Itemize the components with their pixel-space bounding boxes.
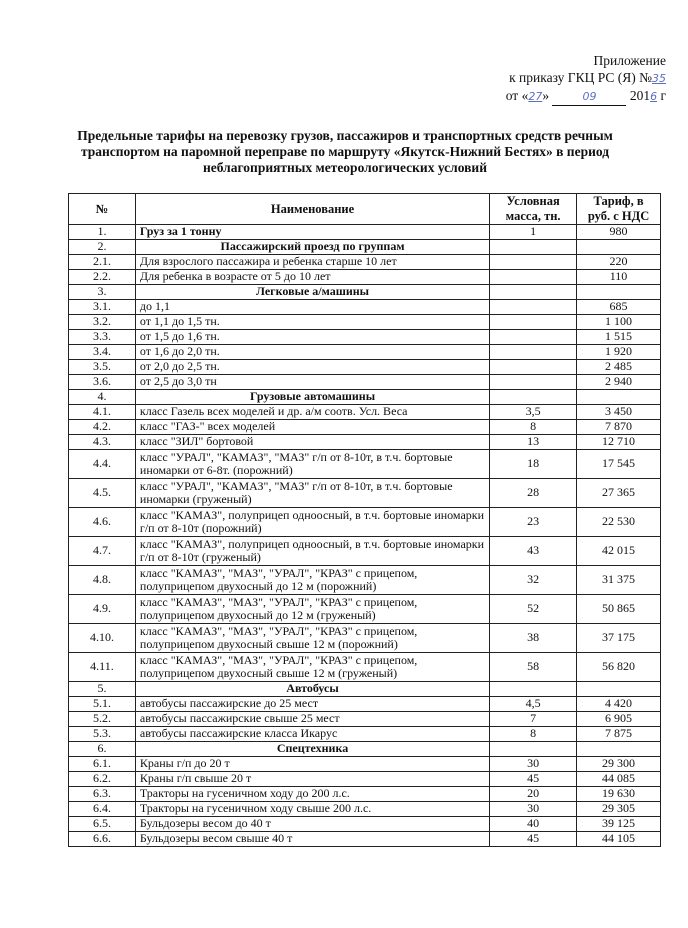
cell-num: 4.11. (69, 653, 136, 682)
table-header-row (69, 194, 661, 225)
cell-name: Для ребенка в возрасте от 5 до 10 лет (135, 270, 489, 285)
cell-mass (490, 315, 577, 330)
cell-tariff: 31 375 (577, 566, 661, 595)
cell-num: 6.5. (69, 817, 136, 832)
cell-mass (490, 360, 577, 375)
table-row (69, 802, 661, 817)
header-mass: Условная масса, тн. (490, 194, 577, 225)
cell-name: автобусы пассажирские класса Икарус (135, 727, 489, 742)
cell-num: 5.1. (69, 697, 136, 712)
date-from: от « (505, 88, 529, 103)
cell-num: 4.2. (69, 420, 136, 435)
cell-tariff: 29 305 (577, 802, 661, 817)
cell-name: класс "КАМАЗ", "МАЗ", "УРАЛ", "КРАЗ" с прицепом, полуприцепом двухосный до 12 м (груженый) (135, 595, 489, 624)
table-row (69, 508, 661, 537)
cell-mass: 43 (490, 537, 577, 566)
cell-mass: 8 (490, 727, 577, 742)
date-day: 27 (528, 90, 543, 103)
cell-tariff: 1 515 (577, 330, 661, 345)
cell-name: Груз за 1 тонну (135, 225, 489, 240)
cell-mass (490, 255, 577, 270)
cell-name: Бульдозеры весом до 40 т (135, 817, 489, 832)
cell-num: 1. (69, 225, 136, 240)
table-row (69, 315, 661, 330)
section-row (69, 285, 661, 300)
cell-mass (490, 270, 577, 285)
appendix-label: Приложение (593, 53, 666, 68)
table-row (69, 300, 661, 315)
cell-tariff: 1 920 (577, 345, 661, 360)
header-tariff: Тариф, в руб. с НДС (577, 194, 661, 225)
cell-name: от 2,0 до 2,5 тн. (135, 360, 489, 375)
cell-tariff: 42 015 (577, 537, 661, 566)
cell-name: Бульдозеры весом свыше 40 т (135, 832, 489, 847)
cell-mass: 58 (490, 653, 577, 682)
cell-tariff: 56 820 (577, 653, 661, 682)
table-row (69, 375, 661, 390)
cell-tariff: 29 300 (577, 757, 661, 772)
cell-tariff: 17 545 (577, 450, 661, 479)
cell-name: класс "УРАЛ", "КАМАЗ", "МАЗ" г/п от 8-10т, в т.ч. бортовые иномарки от 6-8т. (порожний) (135, 450, 489, 479)
cell-tariff: 3 450 (577, 405, 661, 420)
cell-mass (490, 285, 577, 300)
cell-name: автобусы пассажирские до 25 мест (135, 697, 489, 712)
table-row (69, 757, 661, 772)
cell-num: 4.5. (69, 479, 136, 508)
table-row (69, 435, 661, 450)
cell-mass: 52 (490, 595, 577, 624)
cell-name: до 1,1 (135, 300, 489, 315)
cell-num: 4.9. (69, 595, 136, 624)
cell-tariff: 6 905 (577, 712, 661, 727)
table-row (69, 772, 661, 787)
cell-name: Автобусы (135, 682, 489, 697)
cell-mass: 1 (490, 225, 577, 240)
cell-mass: 7 (490, 712, 577, 727)
cell-num: 4.3. (69, 435, 136, 450)
cell-name: от 1,1 до 1,5 тн. (135, 315, 489, 330)
cell-num: 6.6. (69, 832, 136, 847)
cell-mass (490, 345, 577, 360)
cell-tariff: 12 710 (577, 435, 661, 450)
cell-mass (490, 375, 577, 390)
cell-name: Тракторы на гусеничном ходу до 200 л.с. (135, 787, 489, 802)
cell-mass: 28 (490, 479, 577, 508)
cell-tariff: 220 (577, 255, 661, 270)
table-row (69, 255, 661, 270)
cell-tariff: 19 630 (577, 787, 661, 802)
cell-tariff: 7 875 (577, 727, 661, 742)
cell-num: 3.5. (69, 360, 136, 375)
cell-tariff: 980 (577, 225, 661, 240)
cell-tariff (577, 682, 661, 697)
cell-name: автобусы пассажирские свыше 25 мест (135, 712, 489, 727)
section-row (69, 682, 661, 697)
cell-num: 5.2. (69, 712, 136, 727)
table-row (69, 345, 661, 360)
table-row (69, 225, 661, 240)
cell-mass: 45 (490, 832, 577, 847)
cell-tariff: 39 125 (577, 817, 661, 832)
table-row (69, 653, 661, 682)
table-row (69, 832, 661, 847)
cell-num: 3.4. (69, 345, 136, 360)
cell-mass: 32 (490, 566, 577, 595)
year-suffix: г (660, 88, 666, 103)
cell-num: 3.1. (69, 300, 136, 315)
cell-mass: 18 (490, 450, 577, 479)
order-reference (446, 69, 666, 87)
year-prefix: 201 (629, 88, 651, 103)
cell-num: 4.7. (69, 537, 136, 566)
cell-name: Спецтехника (135, 742, 489, 757)
cell-num: 4.1. (69, 405, 136, 420)
cell-tariff: 2 485 (577, 360, 661, 375)
section-row (69, 742, 661, 757)
table-row (69, 420, 661, 435)
cell-num: 2.1. (69, 255, 136, 270)
cell-num: 4.10. (69, 624, 136, 653)
document-title: Предельные тарифы на перевозку грузов, пассажиров и транспортных средств речным транспортом на паромной переправе по маршруту «Якутск-Нижний Бестях» в период неблагоприятных метеорологических условий (77, 128, 613, 175)
cell-name: от 2,5 до 3,0 тн (135, 375, 489, 390)
cell-name: класс "КАМАЗ", "МАЗ", "УРАЛ", "КРАЗ" с прицепом, полуприцепом двухосный до 12 м (порожний) (135, 566, 489, 595)
cell-mass: 8 (490, 420, 577, 435)
cell-tariff: 685 (577, 300, 661, 315)
order-number: 35 (652, 72, 666, 85)
cell-mass: 30 (490, 802, 577, 817)
cell-num: 6.2. (69, 772, 136, 787)
cell-num: 2.2. (69, 270, 136, 285)
cell-tariff: 2 940 (577, 375, 661, 390)
table-row (69, 270, 661, 285)
document-header (446, 52, 666, 106)
cell-tariff: 22 530 (577, 508, 661, 537)
year-digit: 6 (650, 90, 658, 103)
cell-mass: 4,5 (490, 697, 577, 712)
order-prefix: к приказу ГКЦ РС (Я) № (509, 70, 652, 85)
cell-num: 6.1. (69, 757, 136, 772)
cell-num: 6.4. (69, 802, 136, 817)
cell-name: класс "ГАЗ-" всех моделей (135, 420, 489, 435)
cell-mass: 23 (490, 508, 577, 537)
cell-name: класс "КАМАЗ", полуприцеп одноосный, в т.ч. бортовые иномарки г/п от 8-10т (порожний) (135, 508, 489, 537)
cell-tariff: 44 085 (577, 772, 661, 787)
cell-name: класс Газель всех моделей и др. а/м соотв. Усл. Веса (135, 405, 489, 420)
cell-mass: 40 (490, 817, 577, 832)
table-row (69, 595, 661, 624)
cell-tariff (577, 390, 661, 405)
cell-mass: 38 (490, 624, 577, 653)
cell-num: 3. (69, 285, 136, 300)
cell-name: класс "КАМАЗ", "МАЗ", "УРАЛ", "КРАЗ" с прицепом, полуприцепом двухосный свыше 12 м (груженый) (135, 653, 489, 682)
cell-tariff (577, 285, 661, 300)
header-num: № (69, 194, 136, 225)
cell-mass: 30 (490, 757, 577, 772)
cell-name: Грузовые автомашины (135, 390, 489, 405)
section-row (69, 240, 661, 255)
table-row (69, 537, 661, 566)
cell-mass (490, 742, 577, 757)
table-row (69, 624, 661, 653)
cell-tariff: 1 100 (577, 315, 661, 330)
cell-name: Легковые а/машины (135, 285, 489, 300)
cell-num: 3.6. (69, 375, 136, 390)
cell-num: 4.6. (69, 508, 136, 537)
cell-name: Краны г/п до 20 т (135, 757, 489, 772)
table-row (69, 697, 661, 712)
cell-tariff (577, 742, 661, 757)
cell-tariff: 37 175 (577, 624, 661, 653)
table-row (69, 566, 661, 595)
cell-tariff: 50 865 (577, 595, 661, 624)
cell-num: 2. (69, 240, 136, 255)
cell-name: от 1,6 до 2,0 тн. (135, 345, 489, 360)
cell-tariff: 44 105 (577, 832, 661, 847)
table-row (69, 330, 661, 345)
section-row (69, 390, 661, 405)
order-date (446, 87, 666, 106)
table-body (69, 225, 661, 847)
cell-mass: 45 (490, 772, 577, 787)
date-mid: » (542, 88, 550, 103)
cell-num: 4.8. (69, 566, 136, 595)
cell-name: класс "ЗИЛ" бортовой (135, 435, 489, 450)
cell-name: класс "КАМАЗ", полуприцеп одноосный, в т.ч. бортовые иномарки г/п от 8-10т (груженый) (135, 537, 489, 566)
cell-mass: 3,5 (490, 405, 577, 420)
table-row (69, 712, 661, 727)
cell-name: Краны г/п свыше 20 т (135, 772, 489, 787)
cell-mass (490, 682, 577, 697)
cell-name: Пассажирский проезд по группам (135, 240, 489, 255)
cell-num: 3.3. (69, 330, 136, 345)
table-row (69, 727, 661, 742)
cell-tariff: 4 420 (577, 697, 661, 712)
cell-num: 6. (69, 742, 136, 757)
cell-name: класс "УРАЛ", "КАМАЗ", "МАЗ" г/п от 8-10т, в т.ч. бортовые иномарки (груженый) (135, 479, 489, 508)
cell-num: 4.4. (69, 450, 136, 479)
cell-mass: 20 (490, 787, 577, 802)
cell-tariff (577, 240, 661, 255)
cell-num: 6.3. (69, 787, 136, 802)
table-row (69, 479, 661, 508)
cell-num: 5.3. (69, 727, 136, 742)
tariff-table (68, 193, 661, 847)
date-month-field (552, 87, 626, 106)
cell-num: 3.2. (69, 315, 136, 330)
table-row (69, 360, 661, 375)
cell-name: класс "КАМАЗ", "МАЗ", "УРАЛ", "КРАЗ" с прицепом, полуприцепом двухосный свыше 12 м (порожний) (135, 624, 489, 653)
table-row (69, 787, 661, 802)
cell-mass: 13 (490, 435, 577, 450)
cell-num: 4. (69, 390, 136, 405)
date-month: 09 (582, 90, 597, 103)
table-row (69, 405, 661, 420)
cell-name: Тракторы на гусеничном ходу свыше 200 л.с. (135, 802, 489, 817)
cell-name: Для взрослого пассажира и ребенка старше 10 лет (135, 255, 489, 270)
table-row (69, 817, 661, 832)
cell-name: от 1,5 до 1,6 тн. (135, 330, 489, 345)
cell-num: 5. (69, 682, 136, 697)
cell-mass (490, 300, 577, 315)
cell-tariff: 110 (577, 270, 661, 285)
cell-tariff: 27 365 (577, 479, 661, 508)
table-row (69, 450, 661, 479)
cell-mass (490, 390, 577, 405)
cell-mass (490, 330, 577, 345)
cell-mass (490, 240, 577, 255)
header-name: Наименование (135, 194, 489, 225)
cell-tariff: 7 870 (577, 420, 661, 435)
